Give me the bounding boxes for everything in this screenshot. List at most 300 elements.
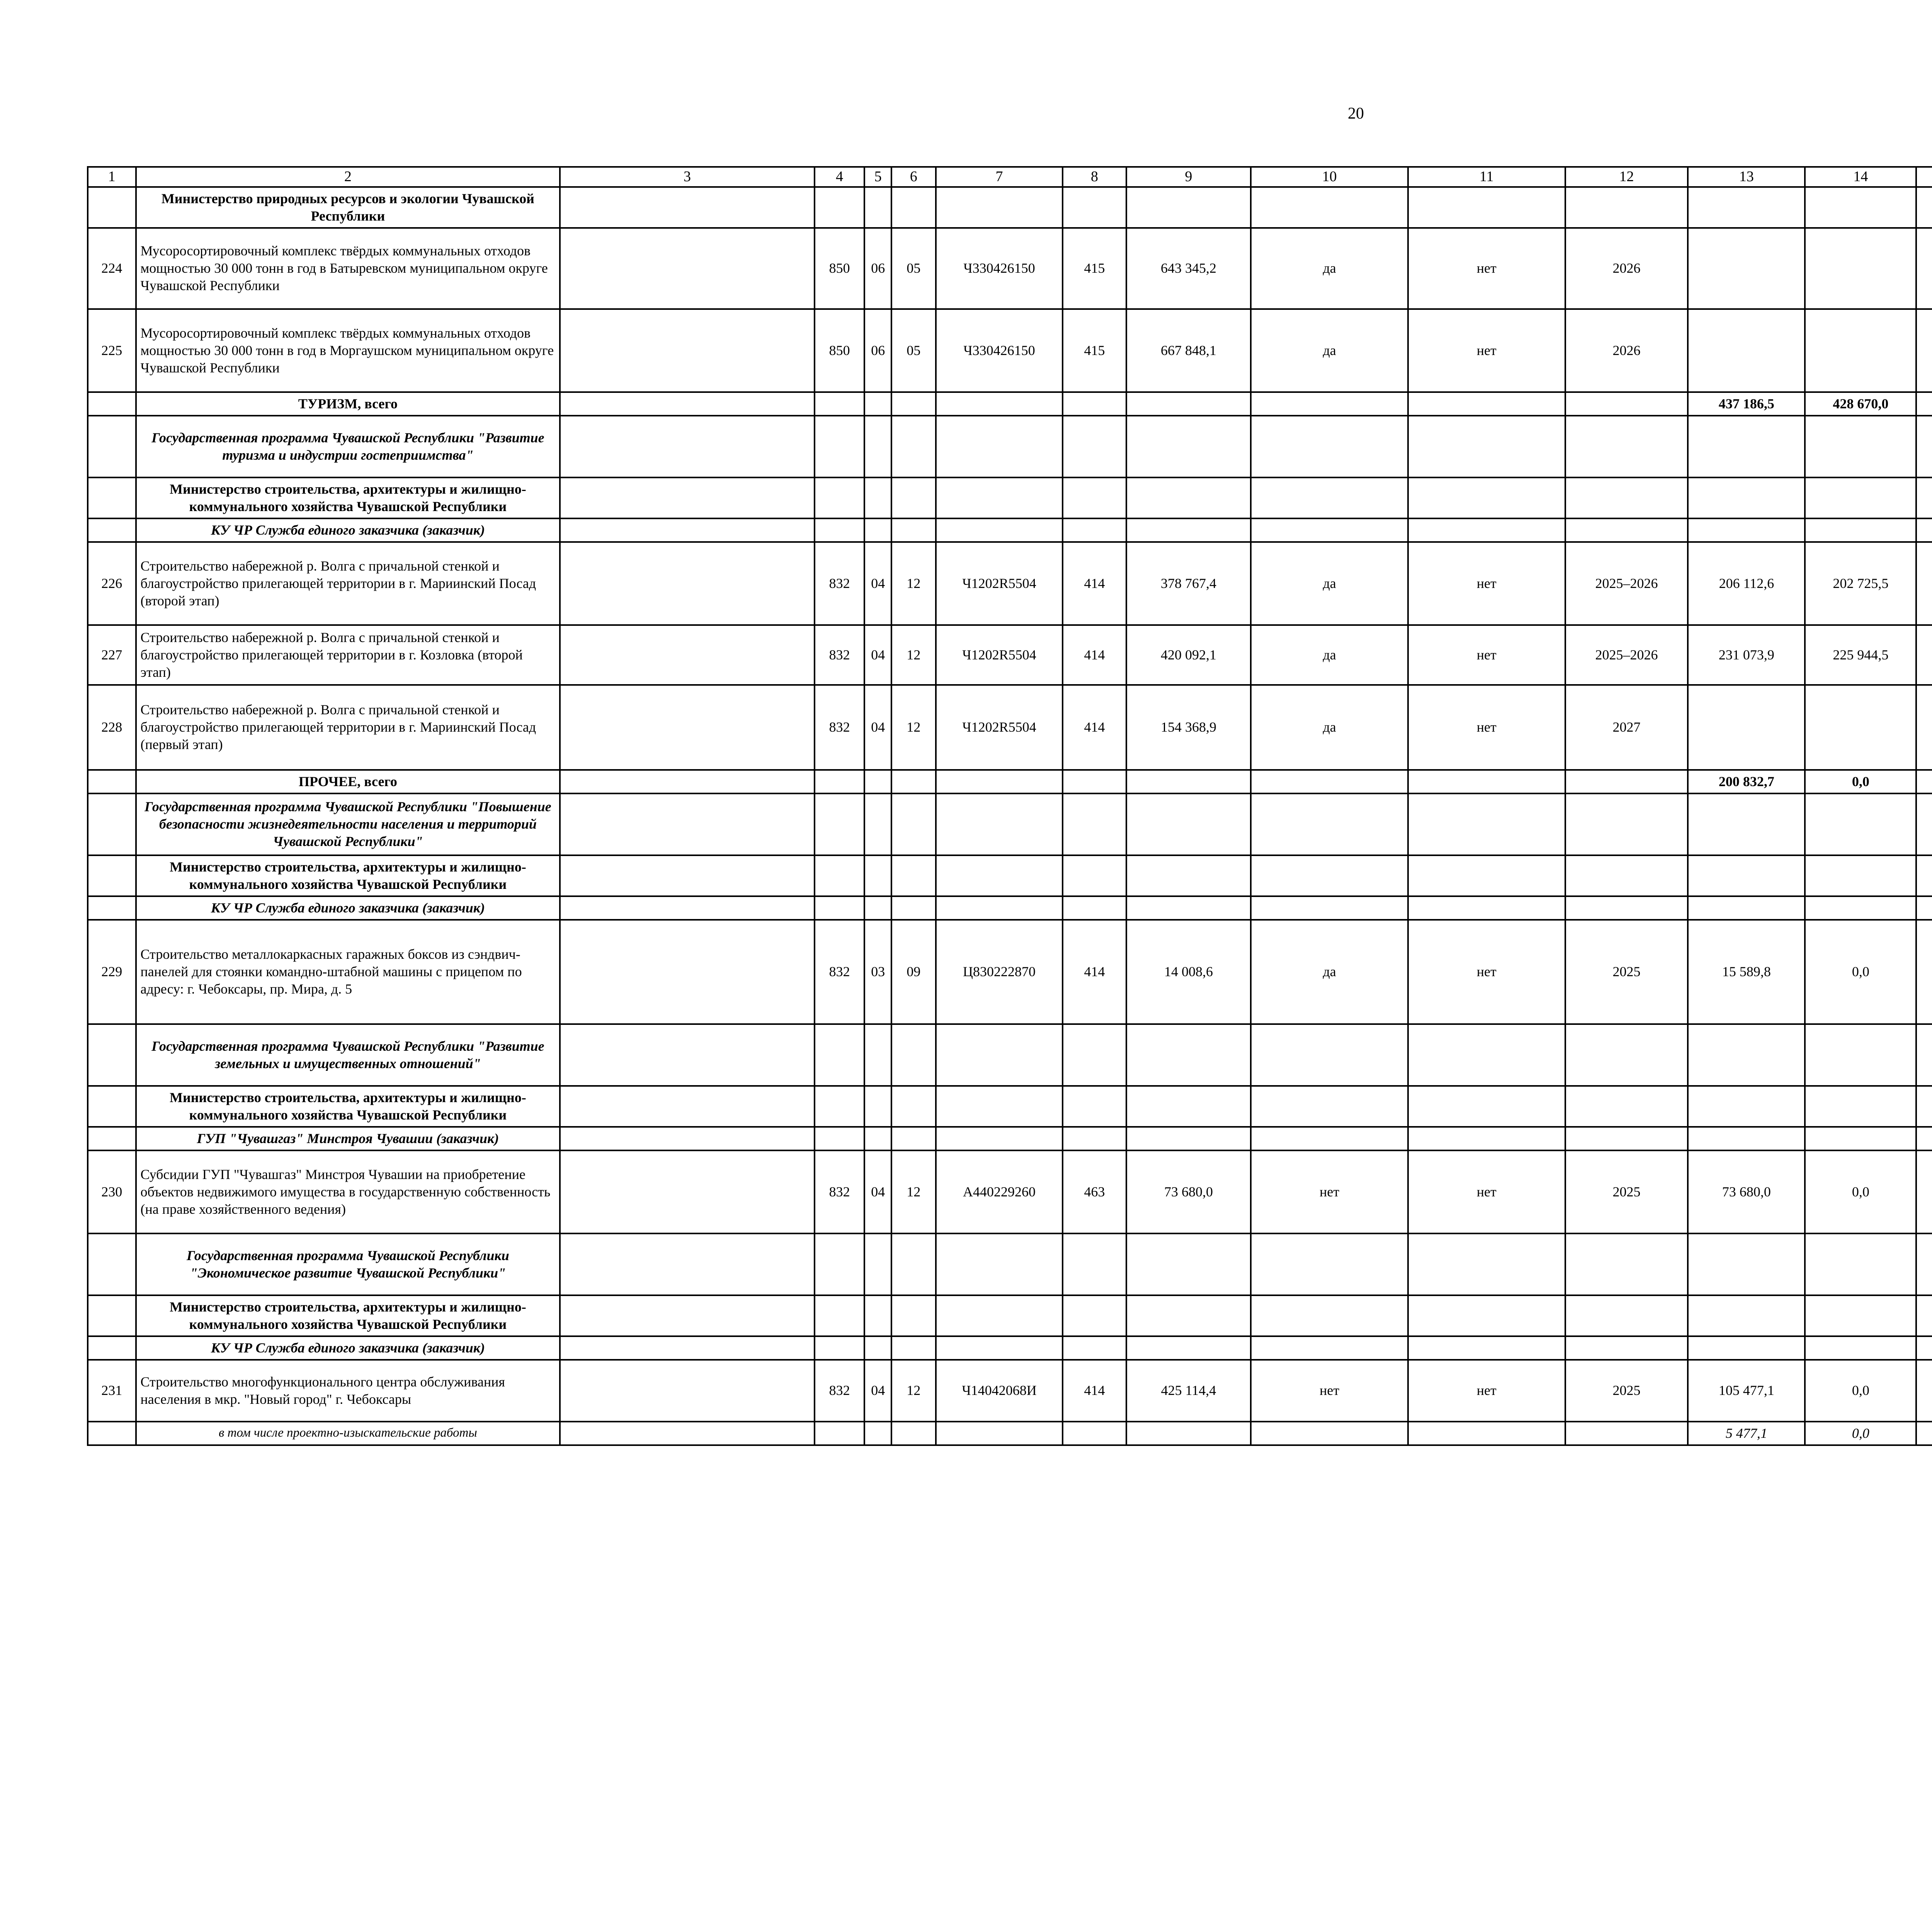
cell-col-4: [815, 187, 864, 228]
cell-col-9: [1126, 1233, 1251, 1295]
row-number: 228: [88, 685, 136, 770]
cell-col-5: [864, 392, 891, 416]
cell-col-12: [1565, 1086, 1688, 1127]
cell-col-14: [1805, 416, 1916, 477]
cell-col-4: [815, 1127, 864, 1150]
column-header: 6: [891, 167, 935, 187]
row-name: КУ ЧР Служба единого заказчика (заказчик): [136, 1336, 560, 1360]
row-number: [88, 518, 136, 542]
cell-col-13: [1688, 228, 1805, 309]
cell-col-5: [864, 855, 891, 896]
cell-col-14: [1805, 685, 1916, 770]
cell-col-8: 463: [1063, 1150, 1126, 1233]
cell-col-14: [1805, 309, 1916, 392]
cell-col-11: нет: [1408, 542, 1565, 625]
cell-col-3: [560, 392, 815, 416]
column-header: 1: [88, 167, 136, 187]
cell-col-9: [1126, 477, 1251, 518]
customer-row: [88, 896, 1932, 920]
cell-col-8: 415: [1063, 309, 1126, 392]
customer-row: [88, 1336, 1932, 1360]
cell-col-7: [936, 518, 1063, 542]
cell-col-4: [815, 477, 864, 518]
cell-col-6: [891, 1336, 935, 1360]
cell-col-6: [891, 187, 935, 228]
cell-col-8: 414: [1063, 920, 1126, 1024]
cell-col-7: [936, 187, 1063, 228]
program-row: [88, 1233, 1932, 1295]
cell-col-14: 0,0: [1805, 1422, 1916, 1445]
table-row: [88, 920, 1932, 1024]
cell-col-6: 12: [891, 1150, 935, 1233]
cell-col-15: [1916, 477, 1932, 518]
cell-col-12: 2027: [1565, 685, 1688, 770]
cell-col-6: 12: [891, 625, 935, 685]
cell-col-4: [815, 896, 864, 920]
row-number: [88, 477, 136, 518]
org-row: [88, 1295, 1932, 1336]
cell-col-15: [1916, 1336, 1932, 1360]
row-number: [88, 1295, 136, 1336]
cell-col-8: [1063, 1024, 1126, 1086]
cell-col-9: 14 008,6: [1126, 920, 1251, 1024]
row-number: [88, 1422, 136, 1445]
cell-col-15: [1916, 1150, 1932, 1233]
cell-col-13: 231 073,9: [1688, 625, 1805, 685]
cell-col-13: [1688, 1295, 1805, 1336]
cell-col-8: 415: [1063, 228, 1126, 309]
column-header: 13: [1688, 167, 1805, 187]
column-header-row: [88, 167, 1932, 187]
column-header: 11: [1408, 167, 1565, 187]
cell-col-13: [1688, 1024, 1805, 1086]
row-number: [88, 855, 136, 896]
cell-col-5: [864, 477, 891, 518]
cell-col-15: [1916, 518, 1932, 542]
cell-col-5: [864, 1336, 891, 1360]
cell-col-8: 414: [1063, 1360, 1126, 1422]
row-name: Министерство строительства, архитектуры и жилищно-коммунального хозяйства Чувашской Республики: [136, 1295, 560, 1336]
cell-col-7: Ч330426150: [936, 228, 1063, 309]
cell-col-3: [560, 1150, 815, 1233]
program-row: [88, 793, 1932, 855]
cell-col-10: [1251, 1233, 1408, 1295]
cell-col-15: [1916, 542, 1932, 625]
cell-col-7: [936, 1233, 1063, 1295]
cell-col-6: [891, 1233, 935, 1295]
cell-col-15: [1916, 770, 1932, 793]
cell-col-12: 2025: [1565, 920, 1688, 1024]
cell-col-4: [815, 770, 864, 793]
cell-col-6: [891, 1422, 935, 1445]
total-row: [88, 392, 1932, 416]
row-name: Строительство металлокаркасных гаражных боксов из сэндвич-панелей для стоянки командно-штабной машины с прицепом по адресу: г. Чебоксары, пр. Мира, д. 5: [136, 920, 560, 1024]
cell-col-15: [1916, 1422, 1932, 1445]
row-name: Министерство строительства, архитектуры и жилищно-коммунального хозяйства Чувашской Республики: [136, 855, 560, 896]
cell-col-5: 06: [864, 309, 891, 392]
cell-col-12: [1565, 1422, 1688, 1445]
cell-col-4: 832: [815, 625, 864, 685]
cell-col-4: 850: [815, 309, 864, 392]
cell-col-13: [1688, 1086, 1805, 1127]
cell-col-11: [1408, 1295, 1565, 1336]
row-number: 226: [88, 542, 136, 625]
cell-col-10: [1251, 1127, 1408, 1150]
cell-col-9: 154 368,9: [1126, 685, 1251, 770]
cell-col-13: 206 112,6: [1688, 542, 1805, 625]
cell-col-12: [1565, 896, 1688, 920]
cell-col-12: [1565, 416, 1688, 477]
cell-col-13: [1688, 1233, 1805, 1295]
cell-col-10: [1251, 896, 1408, 920]
cell-col-4: [815, 1295, 864, 1336]
cell-col-15: [1916, 920, 1932, 1024]
row-number: 231: [88, 1360, 136, 1422]
cell-col-5: 03: [864, 920, 891, 1024]
row-number: [88, 1086, 136, 1127]
cell-col-11: [1408, 477, 1565, 518]
cell-col-3: [560, 1024, 815, 1086]
cell-col-13: 200 832,7: [1688, 770, 1805, 793]
cell-col-13: 15 589,8: [1688, 920, 1805, 1024]
cell-col-15: [1916, 855, 1932, 896]
program-row: [88, 416, 1932, 477]
cell-col-4: 832: [815, 920, 864, 1024]
cell-col-8: [1063, 1127, 1126, 1150]
cell-col-14: [1805, 1127, 1916, 1150]
cell-col-7: [936, 477, 1063, 518]
cell-col-12: [1565, 1295, 1688, 1336]
row-name: КУ ЧР Служба единого заказчика (заказчик): [136, 896, 560, 920]
cell-col-15: [1916, 228, 1932, 309]
cell-col-12: [1565, 518, 1688, 542]
column-header: 10: [1251, 167, 1408, 187]
cell-col-8: [1063, 1233, 1126, 1295]
cell-col-6: [891, 477, 935, 518]
row-name: Министерство строительства, архитектуры и жилищно-коммунального хозяйства Чувашской Республики: [136, 477, 560, 518]
cell-col-13: [1688, 1336, 1805, 1360]
cell-col-3: [560, 770, 815, 793]
cell-col-11: нет: [1408, 228, 1565, 309]
cell-col-15: [1916, 416, 1932, 477]
cell-col-15: [1916, 309, 1932, 392]
cell-col-11: [1408, 518, 1565, 542]
cell-col-11: [1408, 855, 1565, 896]
cell-col-11: [1408, 187, 1565, 228]
row-name: Строительство многофункционального центра обслуживания населения в мкр. "Новый город" г. Чебоксары: [136, 1360, 560, 1422]
row-name: ГУП "Чувашгаз" Минстроя Чувашии (заказчик): [136, 1127, 560, 1150]
table-row: [88, 685, 1932, 770]
cell-col-3: [560, 920, 815, 1024]
cell-col-7: Ч1202R5504: [936, 685, 1063, 770]
cell-col-4: [815, 392, 864, 416]
cell-col-10: [1251, 770, 1408, 793]
cell-col-9: [1126, 1295, 1251, 1336]
cell-col-5: [864, 1233, 891, 1295]
cell-col-3: [560, 1360, 815, 1422]
cell-col-4: 832: [815, 685, 864, 770]
customer-row: [88, 1127, 1932, 1150]
cell-col-9: 420 092,1: [1126, 625, 1251, 685]
cell-col-15: [1916, 1127, 1932, 1150]
cell-col-6: 09: [891, 920, 935, 1024]
cell-col-4: [815, 416, 864, 477]
cell-col-9: [1126, 392, 1251, 416]
cell-col-5: [864, 770, 891, 793]
cell-col-7: Ч1202R5504: [936, 625, 1063, 685]
cell-col-9: [1126, 187, 1251, 228]
cell-col-8: 414: [1063, 625, 1126, 685]
row-number: [88, 187, 136, 228]
table-row: [88, 1360, 1932, 1422]
row-name: Государственная программа Чувашской Республики "Развитие туризма и индустрии гостеприимства": [136, 416, 560, 477]
cell-col-12: 2025–2026: [1565, 625, 1688, 685]
cell-col-12: 2026: [1565, 228, 1688, 309]
cell-col-12: 2025–2026: [1565, 542, 1688, 625]
cell-col-8: [1063, 477, 1126, 518]
cell-col-3: [560, 477, 815, 518]
cell-col-10: [1251, 855, 1408, 896]
cell-col-7: [936, 770, 1063, 793]
cell-col-4: [815, 1422, 864, 1445]
cell-col-15: [1916, 187, 1932, 228]
cell-col-14: 428 670,0: [1805, 392, 1916, 416]
cell-col-9: [1126, 1336, 1251, 1360]
cell-col-4: [815, 793, 864, 855]
column-header: 12: [1565, 167, 1688, 187]
cell-col-5: 04: [864, 625, 891, 685]
cell-col-10: да: [1251, 625, 1408, 685]
cell-col-9: [1126, 1422, 1251, 1445]
cell-col-8: [1063, 187, 1126, 228]
cell-col-8: [1063, 1336, 1126, 1360]
cell-col-5: [864, 187, 891, 228]
cell-col-12: [1565, 1024, 1688, 1086]
row-name: ПРОЧЕЕ, всего: [136, 770, 560, 793]
cell-col-5: 04: [864, 1360, 891, 1422]
cell-col-6: [891, 793, 935, 855]
row-name: Строительство набережной р. Волга с причальной стенкой и благоустройство прилегающей территории в г. Козловка (второй этап): [136, 625, 560, 685]
row-number: 225: [88, 309, 136, 392]
cell-col-10: [1251, 416, 1408, 477]
row-number: [88, 793, 136, 855]
cell-col-10: [1251, 1295, 1408, 1336]
cell-col-11: нет: [1408, 1360, 1565, 1422]
cell-col-10: [1251, 187, 1408, 228]
cell-col-13: 73 680,0: [1688, 1150, 1805, 1233]
cell-col-3: [560, 187, 815, 228]
row-name: Государственная программа Чувашской Республики "Повышение безопасности жизнедеятельности населения и территорий Чувашской Республики": [136, 793, 560, 855]
cell-col-7: Ч1202R5504: [936, 542, 1063, 625]
cell-col-7: [936, 793, 1063, 855]
cell-col-7: [936, 1336, 1063, 1360]
customer-row: [88, 518, 1932, 542]
cell-col-8: [1063, 518, 1126, 542]
cell-col-12: [1565, 770, 1688, 793]
cell-col-4: [815, 1024, 864, 1086]
program-row: [88, 1024, 1932, 1086]
cell-col-9: 643 345,2: [1126, 228, 1251, 309]
row-number: 229: [88, 920, 136, 1024]
cell-col-9: [1126, 518, 1251, 542]
cell-col-4: 832: [815, 542, 864, 625]
cell-col-3: [560, 1233, 815, 1295]
row-number: [88, 416, 136, 477]
cell-col-8: [1063, 392, 1126, 416]
cell-col-3: [560, 793, 815, 855]
cell-col-6: 05: [891, 228, 935, 309]
cell-col-15: [1916, 1360, 1932, 1422]
column-header: 7: [936, 167, 1063, 187]
table-row: [88, 542, 1932, 625]
cell-col-6: [891, 392, 935, 416]
cell-col-15: [1916, 1295, 1932, 1336]
cell-col-13: 5 477,1: [1688, 1422, 1805, 1445]
cell-col-15: [1916, 896, 1932, 920]
cell-col-10: да: [1251, 920, 1408, 1024]
cell-col-14: 0,0: [1805, 1150, 1916, 1233]
row-number: [88, 896, 136, 920]
column-header: 9: [1126, 167, 1251, 187]
row-number: 227: [88, 625, 136, 685]
cell-col-11: [1408, 1422, 1565, 1445]
cell-col-9: [1126, 855, 1251, 896]
cell-col-5: [864, 896, 891, 920]
investment-objects-table: [87, 166, 1932, 1446]
cell-col-8: [1063, 896, 1126, 920]
cell-col-14: [1805, 1295, 1916, 1336]
cell-col-15: [1916, 685, 1932, 770]
cell-col-11: [1408, 770, 1565, 793]
cell-col-5: 06: [864, 228, 891, 309]
total-row: [88, 770, 1932, 793]
cell-col-13: [1688, 518, 1805, 542]
cell-col-14: [1805, 228, 1916, 309]
cell-col-7: [936, 855, 1063, 896]
cell-col-14: [1805, 1336, 1916, 1360]
cell-col-10: [1251, 1336, 1408, 1360]
cell-col-7: [936, 416, 1063, 477]
row-name: КУ ЧР Служба единого заказчика (заказчик): [136, 518, 560, 542]
cell-col-12: 2025: [1565, 1360, 1688, 1422]
cell-col-5: 04: [864, 542, 891, 625]
cell-col-4: [815, 518, 864, 542]
cell-col-11: [1408, 1233, 1565, 1295]
cell-col-9: 667 848,1: [1126, 309, 1251, 392]
cell-col-7: [936, 1086, 1063, 1127]
cell-col-4: [815, 855, 864, 896]
cell-col-5: [864, 1127, 891, 1150]
cell-col-9: 73 680,0: [1126, 1150, 1251, 1233]
cell-col-8: [1063, 416, 1126, 477]
row-number: [88, 1336, 136, 1360]
cell-col-7: [936, 1422, 1063, 1445]
cell-col-5: [864, 1295, 891, 1336]
row-number: [88, 1233, 136, 1295]
cell-col-6: [891, 855, 935, 896]
cell-col-9: [1126, 770, 1251, 793]
cell-col-14: [1805, 1024, 1916, 1086]
cell-col-14: [1805, 1233, 1916, 1295]
cell-col-3: [560, 855, 815, 896]
cell-col-12: [1565, 187, 1688, 228]
cell-col-12: [1565, 477, 1688, 518]
cell-col-12: 2025: [1565, 1150, 1688, 1233]
cell-col-10: да: [1251, 542, 1408, 625]
cell-col-12: [1565, 1127, 1688, 1150]
cell-col-14: [1805, 793, 1916, 855]
row-number: 230: [88, 1150, 136, 1233]
cell-col-10: [1251, 1024, 1408, 1086]
cell-col-7: Ц830222870: [936, 920, 1063, 1024]
cell-col-10: [1251, 477, 1408, 518]
org-row: [88, 187, 1932, 228]
cell-col-9: [1126, 1086, 1251, 1127]
cell-col-14: 225 944,5: [1805, 625, 1916, 685]
cell-col-10: [1251, 392, 1408, 416]
cell-col-10: да: [1251, 685, 1408, 770]
cell-col-12: [1565, 1233, 1688, 1295]
table-row: [88, 1150, 1932, 1233]
cell-col-6: [891, 1127, 935, 1150]
cell-col-10: да: [1251, 309, 1408, 392]
cell-col-6: 12: [891, 1360, 935, 1422]
cell-col-3: [560, 228, 815, 309]
cell-col-5: 04: [864, 1150, 891, 1233]
cell-col-10: [1251, 1422, 1408, 1445]
cell-col-6: [891, 1024, 935, 1086]
row-name: ТУРИЗМ, всего: [136, 392, 560, 416]
cell-col-3: [560, 1295, 815, 1336]
row-name: Министерство строительства, архитектуры и жилищно-коммунального хозяйства Чувашской Республики: [136, 1086, 560, 1127]
org-row: [88, 477, 1932, 518]
cell-col-3: [560, 309, 815, 392]
sub-row: [88, 1422, 1932, 1445]
row-name: в том числе проектно-изыскательские работы: [136, 1422, 560, 1445]
cell-col-14: 0,0: [1805, 770, 1916, 793]
cell-col-6: [891, 896, 935, 920]
cell-col-11: [1408, 793, 1565, 855]
cell-col-14: 202 725,5: [1805, 542, 1916, 625]
row-number: [88, 770, 136, 793]
cell-col-9: [1126, 896, 1251, 920]
cell-col-13: [1688, 793, 1805, 855]
cell-col-15: [1916, 1024, 1932, 1086]
cell-col-13: [1688, 416, 1805, 477]
cell-col-11: [1408, 1024, 1565, 1086]
cell-col-8: 414: [1063, 542, 1126, 625]
cell-col-10: [1251, 1086, 1408, 1127]
cell-col-7: [936, 1127, 1063, 1150]
cell-col-12: [1565, 1336, 1688, 1360]
page-number: 20: [1348, 105, 1364, 122]
cell-col-11: [1408, 1086, 1565, 1127]
cell-col-4: 850: [815, 228, 864, 309]
cell-col-6: [891, 1086, 935, 1127]
cell-col-14: [1805, 187, 1916, 228]
org-row: [88, 855, 1932, 896]
row-number: 224: [88, 228, 136, 309]
cell-col-4: [815, 1336, 864, 1360]
column-header: 14: [1805, 167, 1916, 187]
table-row: [88, 309, 1932, 392]
cell-col-10: да: [1251, 228, 1408, 309]
cell-col-7: [936, 896, 1063, 920]
cell-col-6: [891, 770, 935, 793]
cell-col-7: [936, 392, 1063, 416]
cell-col-6: [891, 518, 935, 542]
cell-col-5: 04: [864, 685, 891, 770]
